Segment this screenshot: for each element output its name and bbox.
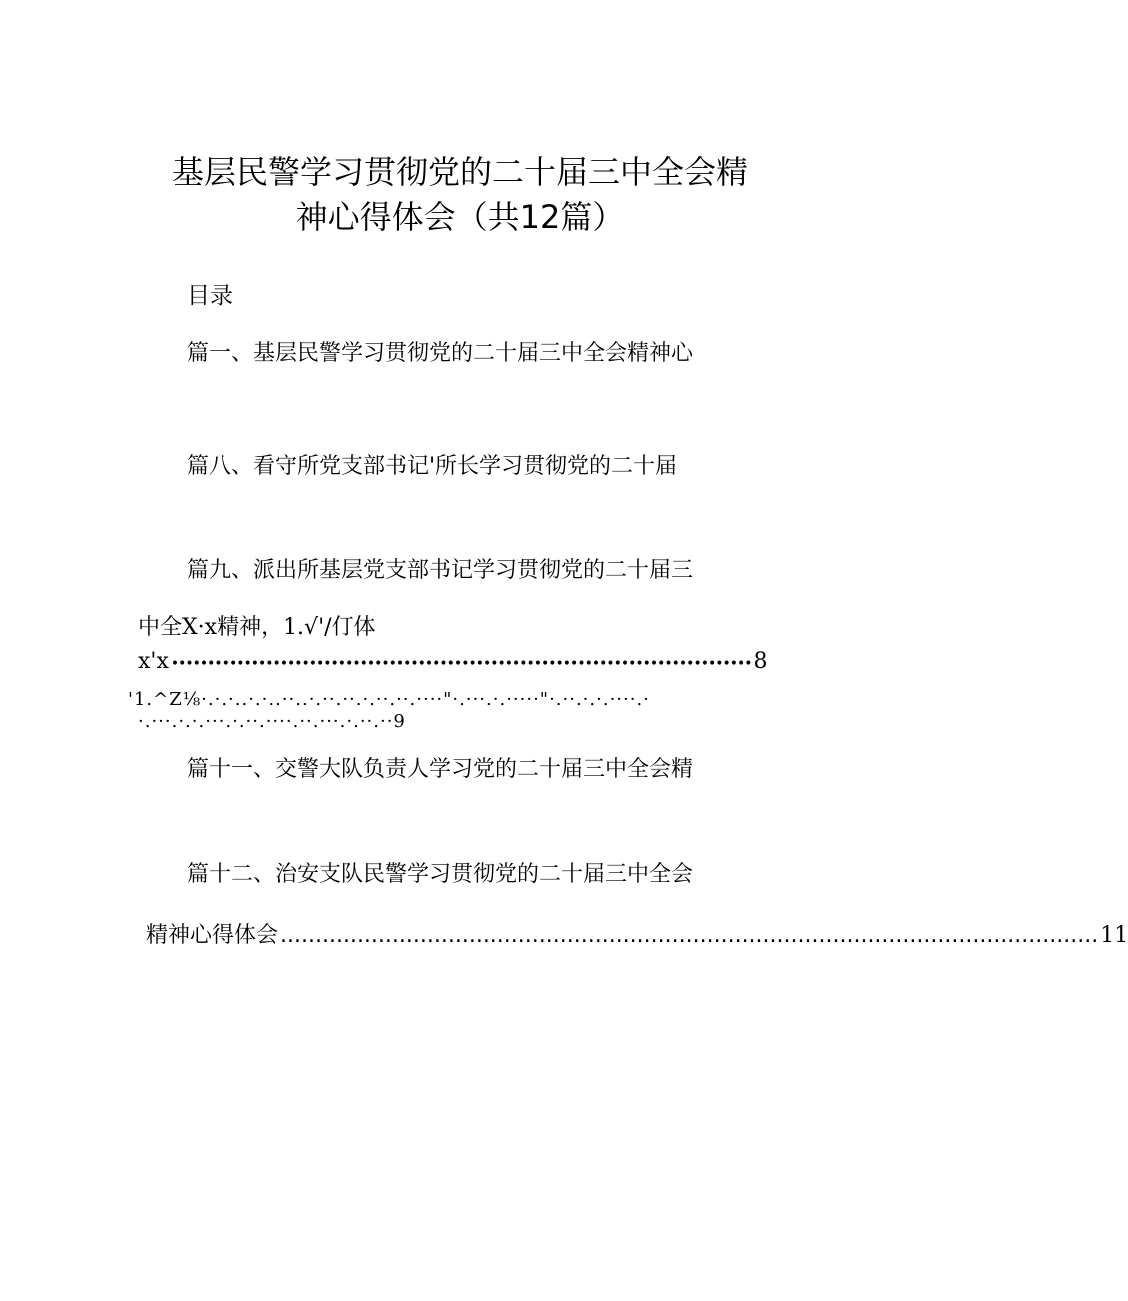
document-title-line2: 神心得体会（共12篇） [295, 198, 625, 236]
toc-entry-12-line2[interactable] [146, 922, 1128, 950]
toc-entry-9-text: x'x [138, 649, 169, 674]
toc-entry-9-line2[interactable]: 中全X·x精神，1.√'/仃体 [138, 615, 376, 640]
toc-entry-9-line3[interactable] [138, 648, 768, 678]
toc-leader-dots: ..................................................................................................................... [280, 923, 1099, 948]
toc-page-number: 8 [753, 649, 768, 674]
document-title-line1: 基层民警学习贯彻党的二十届三中全会精 [171, 153, 748, 191]
toc-heading: 目录 [187, 283, 233, 309]
toc-page-number: 11 [1100, 923, 1128, 948]
toc-entry-8[interactable]: 篇八、看守所党支部书记'所长学习贯彻党的二十届 [187, 454, 678, 479]
toc-entry-12-line1[interactable]: 篇十二、治安支队民警学习贯彻党的二十届三中全会 [187, 862, 694, 887]
toc-entry-12-text: 精神心得体会 [146, 923, 279, 948]
toc-entry-9-line1[interactable]: 篇九、派出所基层党支部书记学习贯彻党的二十届三 [187, 558, 694, 583]
toc-entry-11[interactable]: 篇十一、交警大队负责人学习党的二十届三中全会精 [187, 757, 694, 782]
toc-entry-1[interactable]: 篇一、基层民警学习贯彻党的二十届三中全会精神心 [187, 341, 694, 366]
toc-entry-10-line1[interactable]: '1.^Z⅛·.·.·..·.·..··..·.··.··.·.··.··.····"·.···.·.·····"·.··.·.·.····.· [128, 689, 650, 710]
toc-entry-10-line2[interactable]: ·.···.·.·.···.·.··.····.··.···.·.··.··9 [138, 711, 406, 732]
toc-leader-dots: •••••••••••••••••••••••••••••••••••••••••••••••••••••••••••••••••••••••••••••••• [170, 656, 752, 672]
